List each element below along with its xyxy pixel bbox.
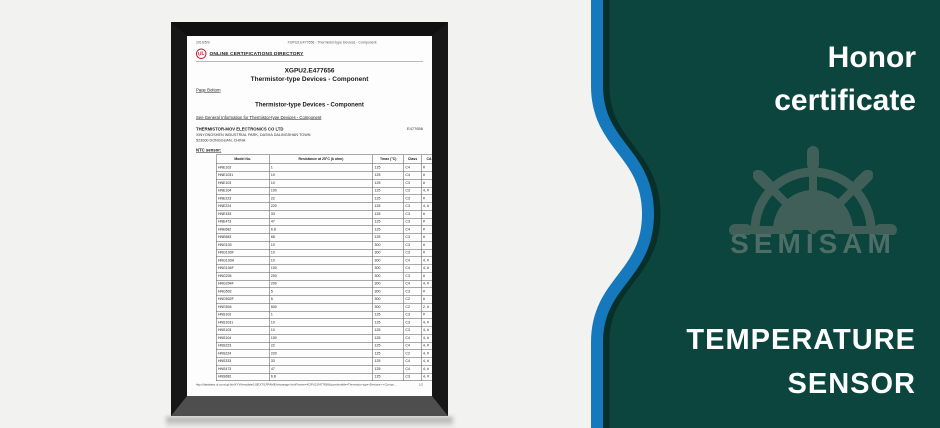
table-cell: 125 [373, 311, 404, 319]
table-cell: 4, # [421, 350, 432, 358]
table-row [216, 210, 432, 218]
table-cell: HNE473 [216, 218, 269, 226]
table-cell: # [421, 234, 432, 242]
table-cell: C4 [404, 172, 422, 180]
table-cell: 300 [373, 257, 404, 265]
table-cell: C4 [404, 342, 422, 350]
table-row [216, 164, 432, 172]
table-cell: 300 [373, 241, 404, 249]
table-cell: HNS682 [216, 373, 269, 381]
table-column-header: CA [421, 155, 432, 164]
table-cell: C3 [404, 319, 422, 327]
table-row [216, 296, 432, 304]
table-cell: HNS103 [216, 327, 269, 335]
heading-line-temperature: TEMPERATURE [686, 324, 916, 356]
table-cell: 125 [373, 350, 404, 358]
table-cell: 220 [269, 203, 373, 211]
table-cell: C2 [404, 303, 422, 311]
table-row [216, 303, 432, 311]
table-cell: 125 [373, 203, 404, 211]
table-cell: 100 [269, 334, 373, 342]
table-cell: HNG103F [216, 249, 269, 257]
table-cell: C3 [404, 179, 422, 187]
table-cell: 125 [373, 187, 404, 195]
table-cell: 125 [373, 334, 404, 342]
table-cell: 10 [269, 249, 373, 257]
honor-certificate-heading [774, 36, 916, 122]
table-cell: HNG502 [216, 288, 269, 296]
table-cell: 4, # [421, 365, 432, 373]
table-row [216, 234, 432, 242]
table-cell: HNE103 [216, 179, 269, 187]
table-cell: C3 [404, 311, 422, 319]
table-column-header: Class [404, 155, 422, 164]
table-cell: 5 [269, 296, 373, 304]
table-row [216, 373, 432, 381]
table-row [216, 241, 432, 249]
table-cell: C3 [404, 218, 422, 226]
table-row [216, 311, 432, 319]
table-cell: 200 [269, 272, 373, 280]
table-cell: C3 [404, 288, 422, 296]
table-cell: HNG103H [216, 257, 269, 265]
table-cell: 4, # [421, 334, 432, 342]
table-cell: 68 [269, 234, 373, 242]
table-cell: C4 [404, 334, 422, 342]
table-cell: 22 [269, 342, 373, 350]
table-cell: C2 [404, 296, 422, 304]
table-cell: HNE224 [216, 203, 269, 211]
table-row [216, 257, 432, 265]
table-cell: HNE682 [216, 226, 269, 234]
table-cell: HNS224 [216, 350, 269, 358]
table-cell: C3 [404, 210, 422, 218]
heading-line-sensor: SENSOR [787, 368, 916, 400]
table-cell: C4 [404, 226, 422, 234]
document-footer [196, 384, 423, 387]
company-name: THERMISTOR-MOV ELECTRONICS CO LTD [196, 126, 284, 132]
table-cell: HNG103 [216, 241, 269, 249]
table-cell: 4, # [421, 265, 432, 273]
table-cell: 4, # [421, 257, 432, 265]
table-cell: HNE333 [216, 210, 269, 218]
table-cell: 47 [269, 218, 373, 226]
table-cell: C4 [404, 358, 422, 366]
watermark-text: SEMISAM [730, 228, 896, 259]
table-row [216, 358, 432, 366]
table-cell: HNG104F [216, 265, 269, 273]
table-cell: # [421, 179, 432, 187]
table-row [216, 280, 432, 288]
table-row [216, 226, 432, 234]
table-cell: HNE104 [216, 187, 269, 195]
table-cell: # [421, 241, 432, 249]
table-cell: C3 [404, 373, 422, 381]
table-cell: 2, # [421, 303, 432, 311]
footer-page-number: 1/2 [418, 383, 423, 387]
table-cell: 1 [269, 164, 373, 172]
table-cell: # [421, 296, 432, 304]
table-cell: 33 [269, 210, 373, 218]
table-cell: 4, # [421, 358, 432, 366]
table-cell: 4, # [421, 280, 432, 288]
table-cell: 300 [373, 265, 404, 273]
table-cell: HNG204 [216, 272, 269, 280]
table-cell: 300 [373, 303, 404, 311]
ul-logo-icon: UL [195, 48, 207, 60]
table-cell: 10 [269, 327, 373, 335]
table-cell: C4 [404, 164, 422, 172]
ntc-sensor-label: NTC sensor: [196, 147, 222, 153]
table-cell: 4, # [421, 203, 432, 211]
table-cell: 125 [373, 172, 404, 180]
table-cell: HNS102 [216, 311, 269, 319]
table-cell: # [421, 164, 432, 172]
table-cell: 200 [269, 280, 373, 288]
table-cell: C3 [404, 327, 422, 335]
table-cell: HNE102 [216, 164, 269, 172]
table-cell: 300 [373, 288, 404, 296]
table-cell: 125 [373, 358, 404, 366]
table-cell: 4, # [421, 327, 432, 335]
section-title: Thermistor-type Devices - Component [255, 101, 364, 108]
company-block [196, 127, 423, 143]
table-cell: 6.8 [269, 226, 373, 234]
table-row [216, 249, 432, 257]
certificate-page [187, 36, 432, 396]
brand-watermark [729, 140, 897, 260]
table-cell: 125 [373, 179, 404, 187]
directory-heading-link[interactable]: ONLINE CERTIFICATIONS DIRECTORY [209, 51, 304, 57]
table-cell: C3 [404, 272, 422, 280]
print-date: 2016/5/9 [196, 41, 210, 45]
table-row [216, 342, 432, 350]
table-cell: C4 [404, 365, 422, 373]
general-information-link[interactable]: See General Information for Thermistor-type Devices - Component [196, 115, 322, 120]
table-cell: 125 [373, 327, 404, 335]
table-cell: HNS333 [216, 358, 269, 366]
table-cell: C4 [404, 265, 422, 273]
table-cell: C3 [404, 195, 422, 203]
table-cell: 125 [373, 319, 404, 327]
table-cell: HNG504 [216, 303, 269, 311]
table-cell: C4 [404, 257, 422, 265]
table-cell: 125 [373, 226, 404, 234]
table-cell: C3 [404, 249, 422, 257]
table-cell: 125 [373, 373, 404, 381]
table-cell: # [421, 218, 432, 226]
table-cell: HNS1031 [216, 319, 269, 327]
table-cell: # [421, 195, 432, 203]
file-number: E477656 [406, 126, 423, 131]
certificate-frame [171, 22, 448, 416]
table-column-header: Resistance at 25°C (k ohm) [269, 155, 373, 164]
table-cell: 1 [269, 311, 373, 319]
table-cell: C3 [404, 187, 422, 195]
table-header-row [216, 155, 432, 164]
table-cell: # [421, 226, 432, 234]
table-cell: # [421, 311, 432, 319]
table-cell: # [421, 172, 432, 180]
table-row [216, 172, 432, 180]
table-cell: 5 [269, 288, 373, 296]
table-cell: 4, # [421, 187, 432, 195]
table-cell: 10 [269, 257, 373, 265]
table-cell: HNS104 [216, 334, 269, 342]
table-cell: C4 [404, 280, 422, 288]
table-cell: 125 [373, 164, 404, 172]
table-cell: 500 [269, 303, 373, 311]
wheel-dome [773, 190, 853, 230]
table-row [216, 327, 432, 335]
table-cell: 10 [269, 319, 373, 327]
table-cell: 300 [373, 296, 404, 304]
table-cell: 4, # [421, 373, 432, 381]
table-cell: # [421, 288, 432, 296]
ship-wheel-icon [729, 140, 897, 235]
directory-header [196, 49, 423, 62]
table-cell: 125 [373, 342, 404, 350]
table-cell: 125 [373, 365, 404, 373]
table-row [216, 319, 432, 327]
table-cell: 100 [269, 265, 373, 273]
table-cell: 4, # [421, 319, 432, 327]
heading-line-honor: Honor [827, 41, 916, 74]
company-address-1: XINYONGSHEN INDUSTRIAL PARK, DASHA DALINGSHAN TOWN [196, 132, 311, 137]
table-cell: 300 [373, 280, 404, 288]
company-address-2: 523000 DONGGUAN, CHINA [196, 138, 246, 143]
table-cell: HNS223 [216, 342, 269, 350]
table-cell: 22 [269, 195, 373, 203]
table-cell: # [421, 249, 432, 257]
table-cell: 125 [373, 210, 404, 218]
table-cell: 125 [373, 218, 404, 226]
table-cell: HNE1031 [216, 172, 269, 180]
table-row [216, 288, 432, 296]
table-row [216, 334, 432, 342]
table-cell: 10 [269, 172, 373, 180]
table-cell: 125 [373, 234, 404, 242]
certificate-category-title: Thermistor-type Devices - Component [250, 75, 369, 83]
print-title: XGPU2.E477656 - Thermistor-type Devices - Component [287, 41, 377, 45]
table-column-header: Tmax (°C) [373, 155, 404, 164]
table-row [216, 350, 432, 358]
table-cell: HNE683 [216, 234, 269, 242]
table-cell: # [421, 210, 432, 218]
table-cell: 33 [269, 358, 373, 366]
table-row [216, 203, 432, 211]
page-bottom-link[interactable]: Page Bottom [196, 87, 221, 93]
table-cell: C3 [404, 203, 422, 211]
footer-url: http://database.ul.com/cgi-bin/XYV/template/LISEXT/1FRAME/showpage.html?name=XGPU2.E477656&ccnshorttitle=Thermistor-type+Devices+-+Compo... [196, 383, 397, 387]
table-row [216, 187, 432, 195]
print-meta-row [196, 41, 423, 45]
table-cell: # [421, 272, 432, 280]
table-row [216, 195, 432, 203]
table-row [216, 218, 432, 226]
table-cell: C3 [404, 241, 422, 249]
table-cell: HNG204F [216, 280, 269, 288]
table-cell: HNG502F [216, 296, 269, 304]
frame-reflection [166, 417, 453, 428]
table-cell: 10 [269, 179, 373, 187]
table-cell: 10 [269, 241, 373, 249]
table-cell: 220 [269, 350, 373, 358]
table-row [216, 272, 432, 280]
table-row [216, 265, 432, 273]
temperature-sensor-heading [686, 318, 916, 406]
table-cell: C2 [404, 350, 422, 358]
table-row [216, 365, 432, 373]
table-cell: 125 [373, 195, 404, 203]
table-cell: 300 [373, 272, 404, 280]
table-cell: 4, # [421, 342, 432, 350]
table-cell: 100 [269, 187, 373, 195]
table-cell: 6.8 [269, 373, 373, 381]
certificate-number-title: XGPU2.E477656 [284, 66, 335, 74]
spec-table [216, 155, 432, 382]
table-row [216, 179, 432, 187]
table-cell: 47 [269, 365, 373, 373]
table-column-header: Model No. [216, 155, 269, 164]
table-cell: HNE223 [216, 195, 269, 203]
heading-line-certificate: certificate [774, 84, 916, 117]
table-cell: 300 [373, 249, 404, 257]
table-cell: HNS473 [216, 365, 269, 373]
table-cell: C3 [404, 234, 422, 242]
